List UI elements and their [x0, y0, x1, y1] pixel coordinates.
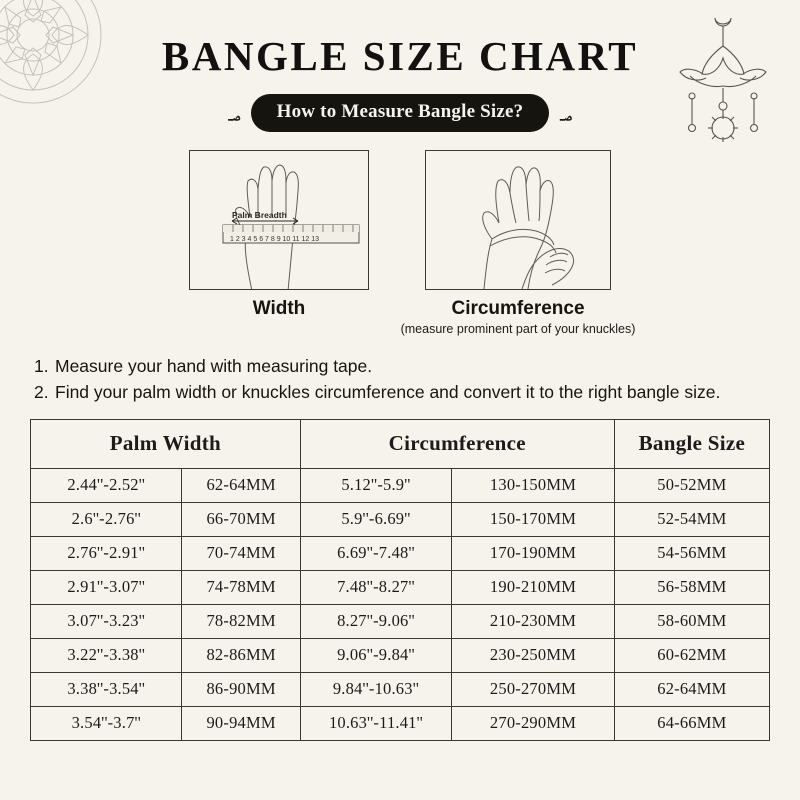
figure-circumference-image [425, 150, 611, 290]
cell-palm-width-inch: 2.6''-2.76'' [31, 502, 182, 536]
instructions-list [0, 354, 800, 405]
table-header-row [31, 419, 770, 468]
cell-circumference-mm: 210-230MM [452, 604, 615, 638]
step-text: Measure your hand with measuring tape. [55, 356, 373, 376]
cell-palm-width-mm: 90-94MM [182, 706, 300, 740]
table-row [31, 638, 770, 672]
cell-palm-width-inch: 2.76''-2.91'' [31, 536, 182, 570]
size-table-wrapper [30, 419, 770, 741]
hands-circumference-illustration-icon [426, 151, 611, 290]
cell-bangle-size: 54-56MM [614, 536, 769, 570]
figure-circumference [400, 150, 636, 336]
table-row [31, 468, 770, 502]
flourish-right-icon: ؃ [559, 99, 573, 124]
table-row [31, 502, 770, 536]
cell-circumference-mm: 170-190MM [452, 536, 615, 570]
table-row [31, 536, 770, 570]
cell-circumference-inch: 7.48''-8.27'' [300, 570, 451, 604]
cell-bangle-size: 50-52MM [614, 468, 769, 502]
cell-circumference-inch: 8.27''-9.06'' [300, 604, 451, 638]
cell-circumference-inch: 9.84''-10.63'' [300, 672, 451, 706]
cell-palm-width-mm: 66-70MM [182, 502, 300, 536]
instruction-step [34, 380, 766, 405]
bangle-size-table [30, 419, 770, 741]
cell-circumference-inch: 6.69''-7.48'' [300, 536, 451, 570]
cell-palm-width-mm: 62-64MM [182, 468, 300, 502]
cell-bangle-size: 56-58MM [614, 570, 769, 604]
ruler-ticks-label: 1 2 3 4 5 6 7 8 9 10 11 12 13 [230, 236, 320, 243]
cell-circumference-mm: 230-250MM [452, 638, 615, 672]
hand-palm-width-illustration-icon [190, 151, 369, 290]
cell-palm-width-mm: 86-90MM [182, 672, 300, 706]
cell-bangle-size: 64-66MM [614, 706, 769, 740]
cell-palm-width-mm: 82-86MM [182, 638, 300, 672]
step-text: Find your palm width or knuckles circumference and convert it to the right bangle size. [55, 381, 721, 402]
instruction-step [34, 354, 766, 379]
illustrations [0, 150, 800, 336]
figure-width-caption: Width [252, 298, 306, 319]
subtitle-pill: How to Measure Bangle Size? [251, 94, 550, 132]
cell-palm-width-mm: 74-78MM [182, 570, 300, 604]
page-title: BANGLE SIZE CHART [161, 33, 639, 79]
table-row [31, 570, 770, 604]
cell-circumference-mm: 130-150MM [452, 468, 615, 502]
table-row [31, 604, 770, 638]
cell-palm-width-inch: 3.22''-3.38'' [31, 638, 182, 672]
figure-width-image [189, 150, 369, 290]
figure-circumference-caption: Circumference [451, 298, 585, 319]
palm-breadth-label: Palm Breadth [232, 210, 287, 220]
cell-circumference-mm: 250-270MM [452, 672, 615, 706]
cell-circumference-inch: 10.63''-11.41'' [300, 706, 451, 740]
cell-circumference-inch: 5.9''-6.69'' [300, 502, 451, 536]
cell-bangle-size: 52-54MM [614, 502, 769, 536]
cell-bangle-size: 60-62MM [614, 638, 769, 672]
cell-palm-width-mm: 70-74MM [182, 536, 300, 570]
cell-circumference-inch: 9.06''-9.84'' [300, 638, 451, 672]
cell-circumference-mm: 150-170MM [452, 502, 615, 536]
table-row [31, 672, 770, 706]
cell-circumference-inch: 5.12''-5.9'' [300, 468, 451, 502]
flourish-left-icon: ؃ [227, 99, 241, 124]
step-number: 1. [34, 356, 49, 376]
cell-palm-width-inch: 3.54''-3.7'' [31, 706, 182, 740]
cell-palm-width-inch: 2.44''-2.52'' [31, 468, 182, 502]
cell-palm-width-mm: 78-82MM [182, 604, 300, 638]
cell-palm-width-inch: 2.91''-3.07'' [31, 570, 182, 604]
cell-palm-width-inch: 3.38''-3.54'' [31, 672, 182, 706]
figure-width [189, 150, 369, 336]
subtitle-row [0, 94, 800, 132]
cell-bangle-size: 62-64MM [614, 672, 769, 706]
cell-circumference-mm: 270-290MM [452, 706, 615, 740]
table-header-palm-width: Palm Width [31, 419, 301, 468]
table-header-circumference: Circumference [300, 419, 614, 468]
table-row [31, 706, 770, 740]
figure-circumference-subcaption: (measure prominent part of your knuckles) [400, 322, 636, 336]
step-number: 2. [34, 381, 49, 402]
cell-circumference-mm: 190-210MM [452, 570, 615, 604]
cell-bangle-size: 58-60MM [614, 604, 769, 638]
cell-palm-width-inch: 3.07''-3.23'' [31, 604, 182, 638]
table-header-bangle-size: Bangle Size [614, 419, 769, 468]
